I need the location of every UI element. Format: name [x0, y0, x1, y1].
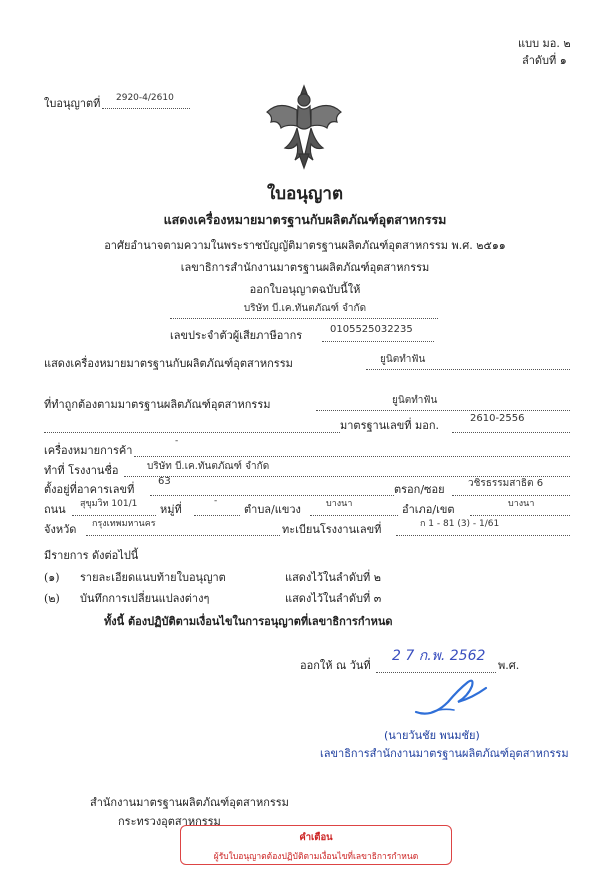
office-line-1: สำนักงานมาตรฐานผลิตภัณฑ์อุตสาหกรรม	[90, 796, 289, 809]
standard-no-label: มาตรฐานเลขที่ มอก.	[340, 419, 440, 432]
items-intro: มีรายการ ดังต่อไปนี้	[44, 549, 139, 562]
factory-reg-value: ก 1 - 81 (3) - 1/61	[420, 519, 500, 529]
item-1-text: รายละเอียดแนบท้ายใบอนุญาต	[80, 571, 226, 584]
document-title: ใบอนุญาต	[267, 184, 343, 204]
trademark-dots	[134, 445, 570, 457]
warning-box	[180, 825, 452, 865]
signer-title: เลขาธิการสำนักงานมาตรฐานผลิตภัณฑ์อุตสาหกรรม	[320, 747, 569, 760]
item-1-ref: แสดงไว้ในลำดับที่ ๒	[285, 571, 381, 584]
document-subtitle: แสดงเครื่องหมายมาตรฐานกับผลิตภัณฑ์อุตสาหกรรม	[163, 212, 447, 227]
standard-product-label: ที่ทำถูกต้องตามมาตรฐานผลิตภัณฑ์อุตสาหกรรม	[44, 398, 271, 411]
trademark-label: เครื่องหมายการค้า	[44, 444, 133, 457]
building-no-value: 63	[158, 476, 171, 487]
factory-value: บริษัท บี.เค.ทันตภัณฑ์ จำกัด	[147, 461, 270, 472]
product-label: แสดงเครื่องหมายมาตรฐานกับผลิตภัณฑ์อุตสาหกรรม	[44, 357, 293, 370]
license-no-label: ใบอนุญาตที่	[44, 97, 101, 110]
subdistrict-dots	[310, 504, 398, 516]
alley-value: วชิรธรรมสาธิต 6	[468, 478, 544, 489]
moo-value: -	[214, 496, 218, 506]
road-label: ถนน	[44, 503, 66, 516]
warning-text: ผู้รับใบอนุญาตต้องปฏิบัติตามเงื่อนไขที่เลขาธิการกำหนด	[213, 852, 419, 862]
factory-label: ทำที่ โรงงานชื่อ	[44, 464, 119, 477]
preamble-line-3: ออกใบอนุญาตฉบับนี้ให้	[249, 283, 361, 296]
subdistrict-label: ตำบล/แขวง	[244, 503, 301, 516]
signer-name: (นายวันชัย พนมชัย)	[384, 729, 480, 742]
factory-reg-label: ทะเบียนโรงงานเลขที่	[282, 523, 382, 536]
standard-product-dots	[316, 399, 570, 411]
item-2-ref: แสดงไว้ในลำดับที่ ๓	[285, 592, 382, 605]
product-value: ยูนิตทำฟัน	[380, 354, 426, 365]
warning-title: คำเตือน	[299, 832, 333, 843]
item-1-number: (๑)	[44, 571, 60, 584]
standard-no-lead-dots	[44, 421, 340, 433]
road-value: สุขุมวิท 101/1	[80, 499, 138, 509]
issued-date-stamp: 2 7 ก.พ. 2562	[392, 648, 486, 664]
trademark-value: -	[175, 436, 179, 446]
issued-label: ออกให้ ณ วันที่	[300, 659, 371, 672]
standard-product-value: ยูนิตทำฟัน	[392, 395, 438, 406]
preamble-line-1: อาศัยอำนาจตามความในพระราชบัญญัติมาตรฐานผลิตภัณฑ์อุตสาหกรรม พ.ศ. ๒๕๑๑	[104, 239, 506, 252]
building-no-dots	[150, 484, 394, 496]
condition-text: ทั้งนี้ ต้องปฏิบัติตามเงื่อนไขในการอนุญาตที่เลขาธิการกำหนด	[104, 615, 393, 628]
item-2-number: (๒)	[44, 592, 60, 605]
item-2-text: บันทึกการเปลี่ยนแปลงต่างๆ	[80, 592, 210, 605]
district-label: อำเภอ/เขต	[402, 503, 455, 516]
moo-label: หมู่ที่	[160, 503, 182, 516]
building-no-label: ตั้งอยู่ที่อาคารเลขที่	[44, 483, 135, 496]
alley-label: ตรอก/ซอย	[394, 483, 445, 496]
district-value: บางนา	[508, 499, 535, 509]
province-value: กรุงเทพมหานคร	[92, 519, 156, 529]
tax-id-label: เลขประจำตัวผู้เสียภาษีอากร	[170, 329, 303, 342]
signature-icon	[412, 672, 492, 722]
order-label: ลำดับที่ ๑	[522, 54, 567, 67]
standard-no-value: 2610-2556	[470, 413, 525, 424]
subdistrict-value: บางนา	[326, 499, 353, 509]
office-line-2: กระทรวงอุตสาหกรรม	[118, 815, 221, 828]
issued-year-label: พ.ศ.	[498, 659, 520, 672]
garuda-emblem-icon	[263, 82, 345, 170]
province-label: จังหวัด	[44, 523, 77, 536]
license-no-value: 2920-4/2610	[116, 93, 174, 103]
company-name: บริษัท บี.เค.ทันตภัณฑ์ จำกัด	[243, 303, 367, 314]
tax-id-value: 0105525032235	[330, 324, 413, 335]
preamble-line-2: เลขาธิการสำนักงานมาตรฐานผลิตภัณฑ์อุตสาหกรรม	[180, 261, 430, 274]
form-code: แบบ มอ. ๒	[518, 37, 571, 50]
